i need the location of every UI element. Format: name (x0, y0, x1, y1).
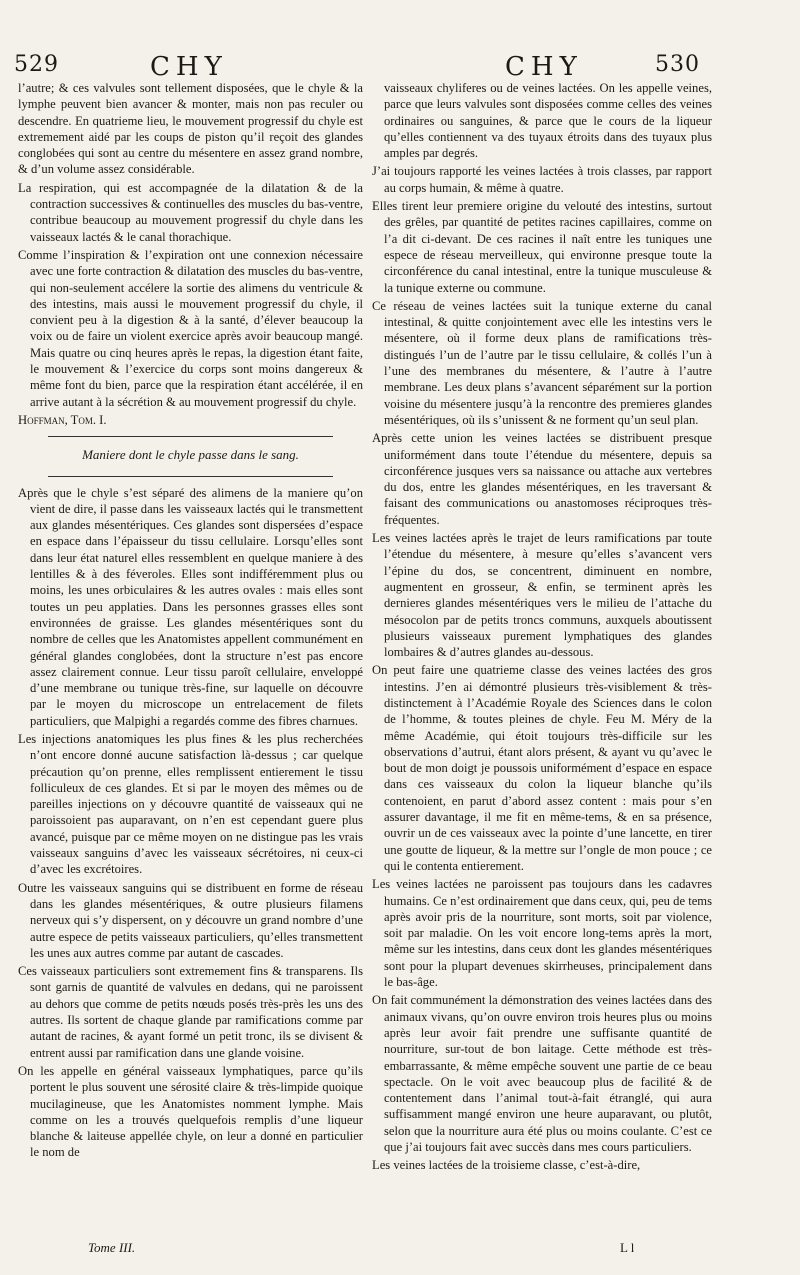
paragraph: Ce réseau de veines lactées suit la tunique externe du canal intestinal, & quitte conjointement avec elle les intestins vers le mésentere, où il forme deux plans de ramifications très-distingués l’un de l’autre par le tissu cellulaire, & collés l’un à l’une des membranes du mésentere, & l’autre à l’autre membrane. Les deux plans s’avancent séparément sur la portion voisine du mésentere jusqu’à la rencontre des premieres glandes mésentériques, où ils s’unissent & ne forment qu’un seul plan. (372, 298, 712, 427)
paragraph: Ces vaisseaux particuliers sont extremement fins & transparens. Ils sont garnis de quantité de valvules en dedans, qui ne paroissent au dehors que comme de petits nœuds posés très-près les uns des autres. Ils sortent de chaque glande par ramifications comme par autant de racines, & ayant formé un petit tronc, ils se divisent & entrent aussi par ramification dans une glande voisine. (18, 964, 363, 1060)
paragraph: J’ai toujours rapporté les veines lactées à trois classes, par rapport au corps humain, & même à quatre. (372, 164, 712, 195)
paragraph: Elles tirent leur premiere origine du velouté des intestins, surtout des grêles, par quantité de petites racines capillaires, comme on l’a dit ci-devant. De ces racines il naît entre les tuniques une espece de réseau merveilleux, qui environne presque toute la circonférence du canal intestinal, entre la tunique musculeuse & la tunique externe ou commune. (372, 199, 712, 295)
left-column (18, 80, 363, 1245)
paragraph: On les appelle en général vaisseaux lymphatiques, parce qu’ils portent le plus souvent une sérosité claire & très-limpide quoique mucilagineuse, que les Anatomistes nomment lymphe. Mais comme on les a trouvés quelquefois remplis d’une liqueur blanche & laiteuse appellée chyle, on leur a donné en particulier le nom de (18, 1063, 363, 1160)
page-number-left: 529 (14, 52, 59, 77)
paragraph: Les veines lactées de la troisieme classe, c’est-à-dire, (372, 1158, 641, 1173)
right-column (372, 80, 712, 1245)
paragraph: Les veines lactées ne paroissent pas toujours dans les cadavres humains. Ce n’est ordinairement que dans ceux, qui, peu de tems après avoir pris de la nourriture, sont morts, soit par violence, soit par maladie. On les voit encore long-tems après la mort, même sur les intestins, dans ceux dont les glandes mésentériques sont pour la plupart devenues skirrheuses, principalement dans le bas-âge. (372, 877, 712, 990)
section-divider (48, 436, 333, 437)
volume-mark: Tome III. (88, 1240, 136, 1255)
author-signature: Hoffman, Tom. I. (18, 412, 107, 427)
paragraph: Les injections anatomiques les plus fines & les plus recherchées n’ont encore donné aucune satisfaction là-dessus ; car quelque précaution qu’on prenne, elles remplissent entierement le tissu folliculeux de ces glandes. Et si par le moyen des mêmes ou de pareilles injections on y découvre quantité de vaisseaux qui ne paroissoient pas auparavant, on n’en est cependant guere plus avancé, puisque par ce même moyen on ne distingue pas les vrais vaisseaux sanguins d’avec les vaisseaux sécrétoires, ni ceux-ci d’avec les excrétoires. (18, 731, 363, 877)
signature-mark: L l (620, 1240, 635, 1255)
paragraph: Après cette union les veines lactées se distribuent presque uniformément dans toute l’étendue du mésentere, depuis sa circonférence jusques vers sa naissance ou attache aux vertebres du dos, entre les glandes mésentériques, en les traversant & faisant des communications ou anastomoses réciproques très-fréquentes. (372, 431, 712, 527)
paragraph: l’autre; & ces valvules sont tellement disposées, que le chyle & la lymphe peuvent bien avancer & monter, mais non pas reculer ou descendre. En quatrieme lieu, le mouvement progressif du chyle est extremement aidé par les coups de piston qu’il reçoit des glandes conglobées qui sont au centre du mésentere en assez grand nombre, & d’un volume assez considérable. (18, 81, 363, 177)
paragraph: Comme l’inspiration & l’expiration ont une connexion nécessaire avec une forte contraction & dilatation des muscles du bas-ventre, qui non-seulement accélere la sortie des alimens du ventricule & des intestins, mais aussi le mouvement progressif du chyle, il convient peu à la digestion & à la santé, d’élever beaucoup la voix ou de faire un violent exercice après avoir beaucoup mangé. Mais quatre ou cinq heures après le repas, la digestion étant faite, le mouvement & l’exercice du corps sont moins dangereux & même font du bien, parce que la respiration étant accélérée, il en arrive autant à la sécrétion & au mouvement progressif du chyle. (18, 247, 363, 409)
paragraph: On fait communément la démonstration des veines lactées dans des animaux vivans, qu’on ouvre environ trois heures plus ou moins après leur avoir fait prendre une suffisante quantité de nourriture, sur-tout de bon laitage. Cette méthode est très-embarrassante, & même empêche souvent une partie de ce beau spectacle. On le voit avec beaucoup plus de facilité & de contentement dans l’animal tout-à-fait étranglé, qui aura suffisamment mangé environ une heure auparavant, ou plutôt, selon que la nourriture aura été plus ou moins coulante. C’est ce que j’ai toujours fait avec succès dans mes cours particuliers. (372, 993, 712, 1154)
paragraph: Outre les vaisseaux sanguins qui se distribuent en forme de réseau dans les glandes mésentériques, & outre plusieurs filamens nerveux qui s’y dispersent, on y découvre un grand nombre d’une autre espece de petits vaisseaux particuliers, qu’elles transmettent les unes aux autres comme par autant de cascades. (18, 880, 363, 960)
running-title-right: CHY (505, 52, 583, 82)
paragraph: Après que le chyle s’est séparé des alimens de la maniere qu’on vient de dire, il passe dans les vaisseaux lactés qui le transmettent aux glandes mésentériques. Ces glandes sont dispersées d’espace en espace dans l’épaisseur du tissu cellulaire. Lorsqu’elles sont dans leur état naturel elles ressemblent en quelque maniere à des lentilles & à des féveroles. Elles sont indifféremment plus ou moins, les unes orbiculaires & les autres ovales : mais elles sont toutes un peu applaties. Dans les personnes grasses elles sont environnées de graisse. Les glandes mésentériques sont du nombre de celles que les Anatomistes appellent communément en général glandes conglobées, dont la structure n’est pas encore assez clairement connue. Leur tissu paroît cellulaire, enveloppé d’une membrane ou tunique très-fine, sur laquelle on découvre par le moyen du microscope un entrelacement de filets particuliers, que Malpighi a regardés comme des fibres charnues. (18, 485, 363, 728)
paragraph: vaisseaux chyliferes ou de veines lactées. On les appelle veines, parce que leurs valvules sont disposées comme celles des veines ordinaires ou sanguines, & parce que le cours de la liqueur qu’elles contiennent va des tuyaux étroits dans des tuyaux plus amples par degrés. (384, 81, 712, 161)
paragraph: Les veines lactées après le trajet de leurs ramifications par toute l’étendue du mésentere, à mesure qu’elles s’avancent vers l’épine du dos, se concentrent, diminuent en nombre, augmentent en grosseur, & enfin, se terminent après les dernieres glandes mésentériques vers le milieu de l’attache du mésocolon par de petits troncs communs, auxquels aboutissent plusieurs vaisseaux purement lymphatiques des glandes lombaires & d’autres glandes au-dessous. (372, 531, 712, 660)
paragraph: La respiration, qui est accompagnée de la dilatation & de la contraction successives & continuelles des muscles du bas-ventre, contribue beaucoup au mouvement progressif du chyle dans les vaisseaux lactés & le canal thorachique. (18, 180, 363, 244)
page-number-right: 530 (655, 52, 700, 77)
paragraph: On peut faire une quatrieme classe des veines lactées des gros intestins. J’en ai démontré plusieurs très-visiblement & très-distinctement à l’Académie Royale des Sciences dans le colon de l’homme, & toutes pleines de chyle. Feu M. Méry de la même Académie, qui étoit toujours très-difficile sur les observations d’autrui, étant alors présent, & ayant vu qu’avec le bout de mon doigt je poussois uniformément d’espace en espace dans ces vaisseaux du colon la liqueur blanche qu’ils contenoient, en parut d’abord assez content : mais pour s’en assurer davantage, il me fit en même-tems, & en sa présence, ouvrir un de ces vaisseaux avec la pointe d’une lancette, en tirer une goutte de liqueur, & la mettre sur l’ongle de mon pouce ; ce qui le contenta entierement. (372, 663, 712, 873)
section-divider (48, 476, 333, 477)
running-title-left: CHY (150, 52, 228, 82)
section-title: Maniere dont le chyle passe dans le sang. (82, 447, 299, 463)
